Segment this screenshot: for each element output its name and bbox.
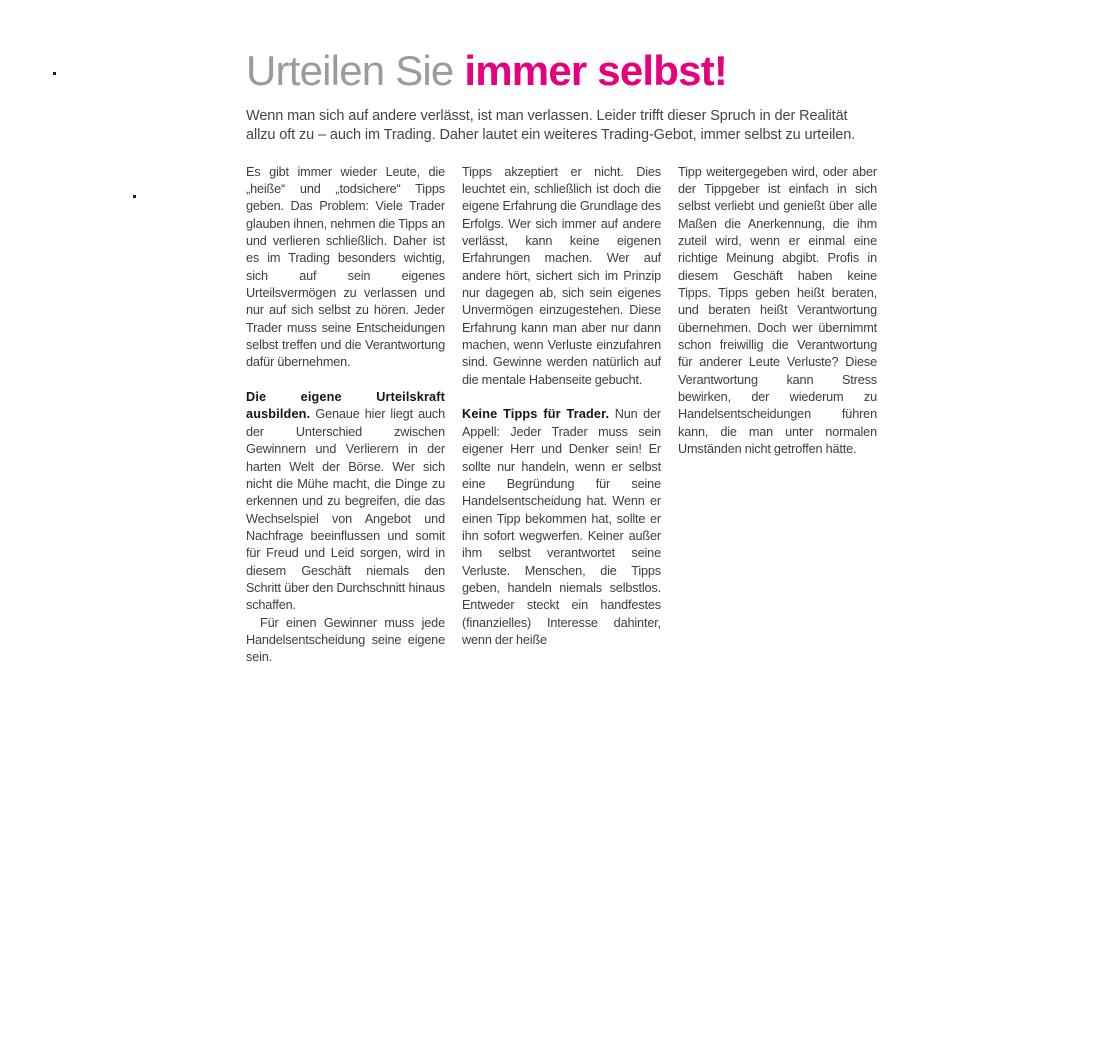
text-column-2: [462, 164, 661, 667]
run-in-heading: Die eigene Urteilskraft ausbilden.: [246, 390, 445, 422]
text-column-3: [678, 164, 877, 667]
body-paragraph-with-runin-heading: [462, 406, 661, 649]
body-paragraph: Es gibt immer wieder Leute, die „heiße“ und „todsichere“ Tipps geben. Das Problem: Viele Trader glauben ihnen, nehmen die Tipps an und verlieren schließlich. Daher ist es im Trading besonders wichtig, sich auf sein eigenes Urteilsvermögen zu verlassen und nur auf sich selbst zu hören. Jeder Trader muss seine Entscheidungen selbst treffen und die Verantwortung dafür übernehmen.: [246, 164, 445, 370]
body-paragraph: Tipp weitergegeben wird, oder aber der Tippgeber ist einfach in sich selbst verliebt und genießt über alle Maßen die Anerkennung, die ihm zuteil wird, wenn er einmal eine richtige Meinung abgibt. Profis in diesem Geschäft haben keine Tipps. Tipps geben heißt beraten, und beraten heißt Verantwortung übernehmen. Doch wer übernimmt schon freiwillig die Verantwortung für anderer Leute Verluste? Diese Verantwortung kann Stress bewirken, der wiederum zu Handelsentscheidungen führen kann, die man unter normalen Umständen nicht getroffen hätte.: [678, 164, 877, 457]
page-title-plain-part: Urteilen Sie: [246, 47, 454, 94]
page-title-accent-part: immer selbst!: [464, 47, 728, 94]
page-title: [246, 49, 878, 93]
body-paragraph-text: Genaue hier liegt auch der Unterschied zwischen Gewinnern und Verlierern in der harten Welt der Börse. Wer sich nicht die Mühe macht, die Dinge zu erkennen und zu begreifen, die das Wechselspiel von Angebot und Nachfrage beeinflussen und somit für Freud und Leid sorgen, wird in diesem Geschäft niemals den Schritt über den Durchschnitt hinaus schaffen.: [246, 407, 445, 613]
body-paragraph-with-runin-heading: [246, 389, 445, 614]
scan-speck-dot: [133, 195, 136, 198]
article-columns: [246, 164, 878, 667]
body-paragraph: Für einen Gewinner muss jede Handelsentscheidung seine eigene sein.: [246, 615, 445, 665]
scan-speck-dot: [53, 72, 56, 75]
run-in-heading: Keine Tipps für Trader.: [462, 407, 610, 422]
body-paragraph-text: Nun der Appell: Jeder Trader muss sein eigener Herr und Denker sein! Er sollte nur handeln, wenn er selbst eine Begründung für seine Handelsentscheidung hat. Wenn er einen Tipp bekommen hat, sollte er ihn sofort wegwerfen. Keiner außer ihm selbst verantwortet seine Verluste. Menschen, die Tipps geben, handeln niemals selbstlos. Entweder steckt ein handfestes (finanzielles) Interesse dahinter, wenn der heiße: [462, 407, 661, 647]
intro-standfirst: Wenn man sich auf andere verlässt, ist man verlassen. Leider trifft dieser Spruch in der Realität allzu oft zu – auch im Trading. Daher lautet ein weiteres Trading-Gebot, immer selbst zu urteilen.: [246, 107, 856, 144]
article: [246, 49, 878, 667]
body-paragraph: Tipps akzeptiert er nicht. Dies leuchtet ein, schließlich ist doch die eigene Erfahrung die Grundlage des Erfolgs. Wer sich immer auf andere verlässt, kann keine eigenen Erfahrungen machen. Wer auf andere hört, sichert sich im Prinzip nur dagegen ab, sich sein eigenes Unvermögen einzugestehen. Diese Erfahrung kann man aber nur dann machen, wenn Verluste einzufahren sind. Gewinne werden natürlich auf die mentale Habenseite gebucht.: [462, 164, 661, 387]
text-column-1: [246, 164, 445, 667]
